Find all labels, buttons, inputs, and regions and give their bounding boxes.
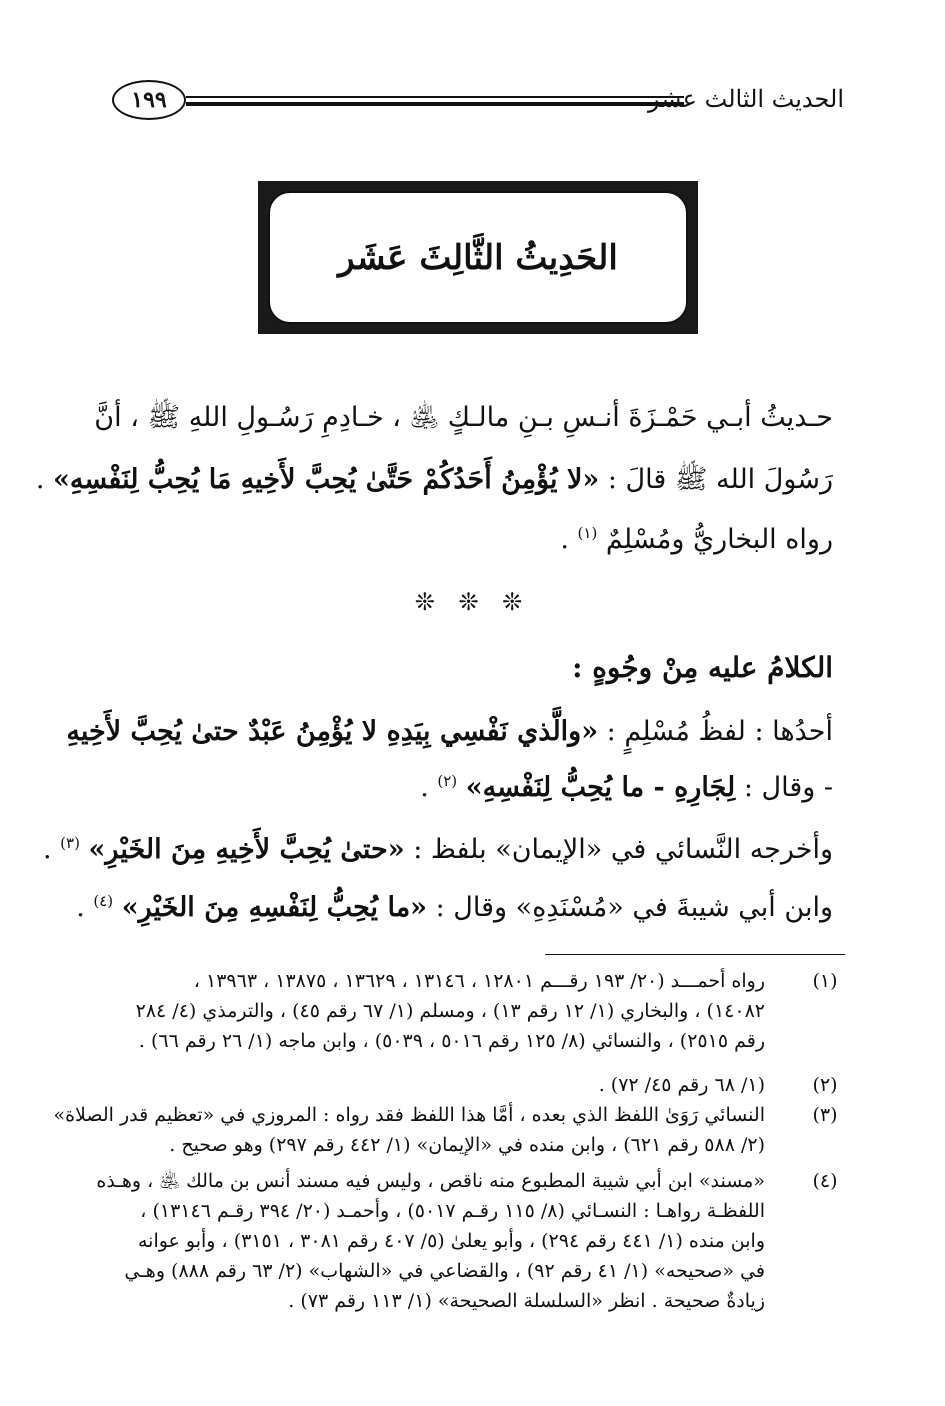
first-aspect-line-2-text [108, 768, 833, 808]
neighbor-wording-quote: لِجَارِهِ - ما يُحِبُّ لِنَفْسِهِ» [465, 772, 736, 803]
footnote-ref-4[interactable]: (٤) [93, 892, 114, 910]
first-aspect-line-1 [66, 712, 833, 752]
ibn-abi-shaybah-lead: وابن أبي شيبةَ في «مُسْنَدِهِ» وقال : [427, 892, 833, 923]
footnote-number: (٣) [812, 1104, 838, 1126]
commentary-intro [108, 648, 833, 688]
footnote-1 [100, 966, 845, 1056]
title-inner-frame [268, 191, 688, 324]
footnote-body [96, 1166, 765, 1316]
page-number: ١٩٩ [112, 80, 186, 120]
footnote-line: وابن منده (١/ ٤٤١ رقم ٢٩٤) ، وأبو يعلىٰ (٥/ ٤٠٧ رقم ٣٠٨١ ، ٣١٥١) ، وأبو عوانه [137, 1230, 765, 1252]
footnote-line: رواه أحمـــد (٢٠/ ١٩٣ رقـــم ١٢٨٠١ ، ١٣١٤٦ ، ١٣٦٢٩ ، ١٣٨٧٥ ، ١٣٩٦٣ ، [193, 970, 765, 992]
footnote-number: (٤) [812, 1170, 838, 1192]
footnote-ref-2[interactable]: (٢) [437, 772, 458, 790]
ibn-abi-shaybah-text [76, 888, 833, 928]
footnote-line: زيادةٌ صحيحة . انظر «السلسلة الصحيحة» (١/ ١١٣ رقم ٧٣) . [288, 1290, 765, 1312]
hadith-line-2-lead: رَسُولَ الله ﷺ قالَ : [599, 464, 833, 495]
footnote-number: (١) [812, 970, 838, 992]
ibn-abi-shaybah-line [76, 888, 833, 928]
footnote-separator [545, 954, 845, 955]
footnote-body [100, 966, 765, 1056]
running-title: الحديث الثالث عشر [648, 85, 844, 113]
footnote-4 [96, 1166, 845, 1316]
commentary-intro-text: الكلامُ عليه مِنْ وجُوهٍ : [572, 651, 833, 684]
hadith-line-2-end: . [35, 464, 53, 495]
page-header [112, 78, 844, 128]
section-separator: ❊ ❊ ❊ [414, 588, 531, 616]
hadith-line-1 [94, 398, 833, 438]
nasai-line [43, 830, 833, 870]
footnote-body [53, 1100, 765, 1160]
narration-body: رواه البخاريُّ ومُسْلِمٌ [605, 524, 833, 555]
first-aspect-lead: أحدُها : لفظُ مُسْلِمٍ : [598, 716, 833, 747]
title-frame [258, 181, 698, 334]
footnote-line: اللفظـة رواهـا : النسـائي (٨/ ١١٥ رقـم ٥٠١٧) ، وأحمـد (٢٠/ ٣٩٤ رقـم ١٣١٤٦) ، [140, 1200, 765, 1222]
ibn-abi-shaybah-end: . [76, 892, 94, 923]
nasai-lead: وأخرجه النَّسائي في «الإيمان» بلفظ : [404, 834, 833, 865]
footnote-line: رقم ٢٥١٥) ، والنسائي (٨/ ١٢٥ رقم ٥٠١٦ ، ٥٠٣٩) ، وابن ماجه (١/ ٢٦ رقم ٦٦) . [138, 1030, 765, 1052]
footnote-ref-1[interactable]: (١) [577, 524, 598, 542]
hadith-quote: «لا يُؤْمِنُ أَحَدُكُمْ حَتَّىٰ يُحِبَّ لأَخِيهِ مَا يُحِبُّ لِنَفْسِهِ» [52, 464, 600, 495]
narration-text [108, 520, 833, 560]
footnote-line: ١٤٠٨٢) ، والبخاري (١/ ١٢ رقم ١٣) ، ومسلم (١/ ٦٧ رقم ٤٥) ، والترمذي (٤/ ٢٨٤ [135, 1000, 765, 1022]
narration-line [108, 520, 833, 560]
chapter-title: الحَدِيثُ الثَّالِثَ عَشَر [338, 237, 618, 278]
footnote-line: «مسند» ابن أبي شيبة المطبوع منه ناقص ، وليس فيه مسند أنس بن مالك ﵁ ، وهـذه [96, 1170, 765, 1192]
narration-end: . [560, 524, 578, 555]
nasai-line-text [43, 830, 833, 870]
footnote-line: في «صحيحه» (١/ ٤١ رقم ٩٢) ، والقضاعي في «الشهاب» (٢/ ٦٣ رقم ٨٨٨) وهـي [124, 1260, 765, 1282]
first-aspect-line-1-text [66, 712, 833, 752]
hadith-line-1-text: حـديثُ أبـي حَمْـزَةَ أنـسِ بـنِ مالـكٍ ﵁ ، خـادِمِ رَسُـولِ اللهِ ﷺ ، أنَّ [94, 402, 833, 433]
hadith-line-2-text [35, 460, 833, 500]
footnote-ref-3[interactable]: (٣) [60, 834, 80, 852]
footnote-body [100, 1070, 765, 1100]
first-aspect-line-2-end: . [420, 772, 438, 803]
hadith-line-2 [35, 460, 833, 500]
header-rule [186, 96, 684, 106]
footnote-line: (١/ ٦٨ رقم ٤٥/ ٧٢) . [598, 1074, 765, 1096]
footnote-3 [53, 1100, 845, 1160]
footnote-number: (٢) [812, 1074, 838, 1096]
ibn-abi-shaybah-quote: «ما يُحِبُّ لِنَفْسِهِ مِنَ الخَيْرِ» [121, 892, 428, 923]
muslim-wording-quote: «والَّذي نَفْسِي بِيَدِهِ لا يُؤْمِنُ عَبْدٌ حتىٰ يُحِبَّ لأَخِيهِ [66, 716, 599, 747]
nasai-quote: «حتىٰ يُحِبَّ لأَخِيهِ مِنَ الخَيْرِ» [88, 834, 405, 865]
footnote-line: النسائي رَوَىٰ اللفظ الذي بعده ، أمَّا هذا اللفظ فقد رواه : المروزي في «تعظيم قدر الصلاة» [53, 1104, 765, 1126]
first-aspect-line-2 [108, 768, 833, 808]
first-aspect-line-2-lead: - وقال : [735, 772, 833, 803]
footnote-line: (٢/ ٥٨٨ رقم ٦٢١) ، وابن منده في «الإيمان» (١/ ٤٤٢ رقم ٢٩٧) وهو صحيح . [169, 1134, 765, 1156]
nasai-end: . [43, 834, 61, 865]
footnote-2 [100, 1070, 845, 1100]
